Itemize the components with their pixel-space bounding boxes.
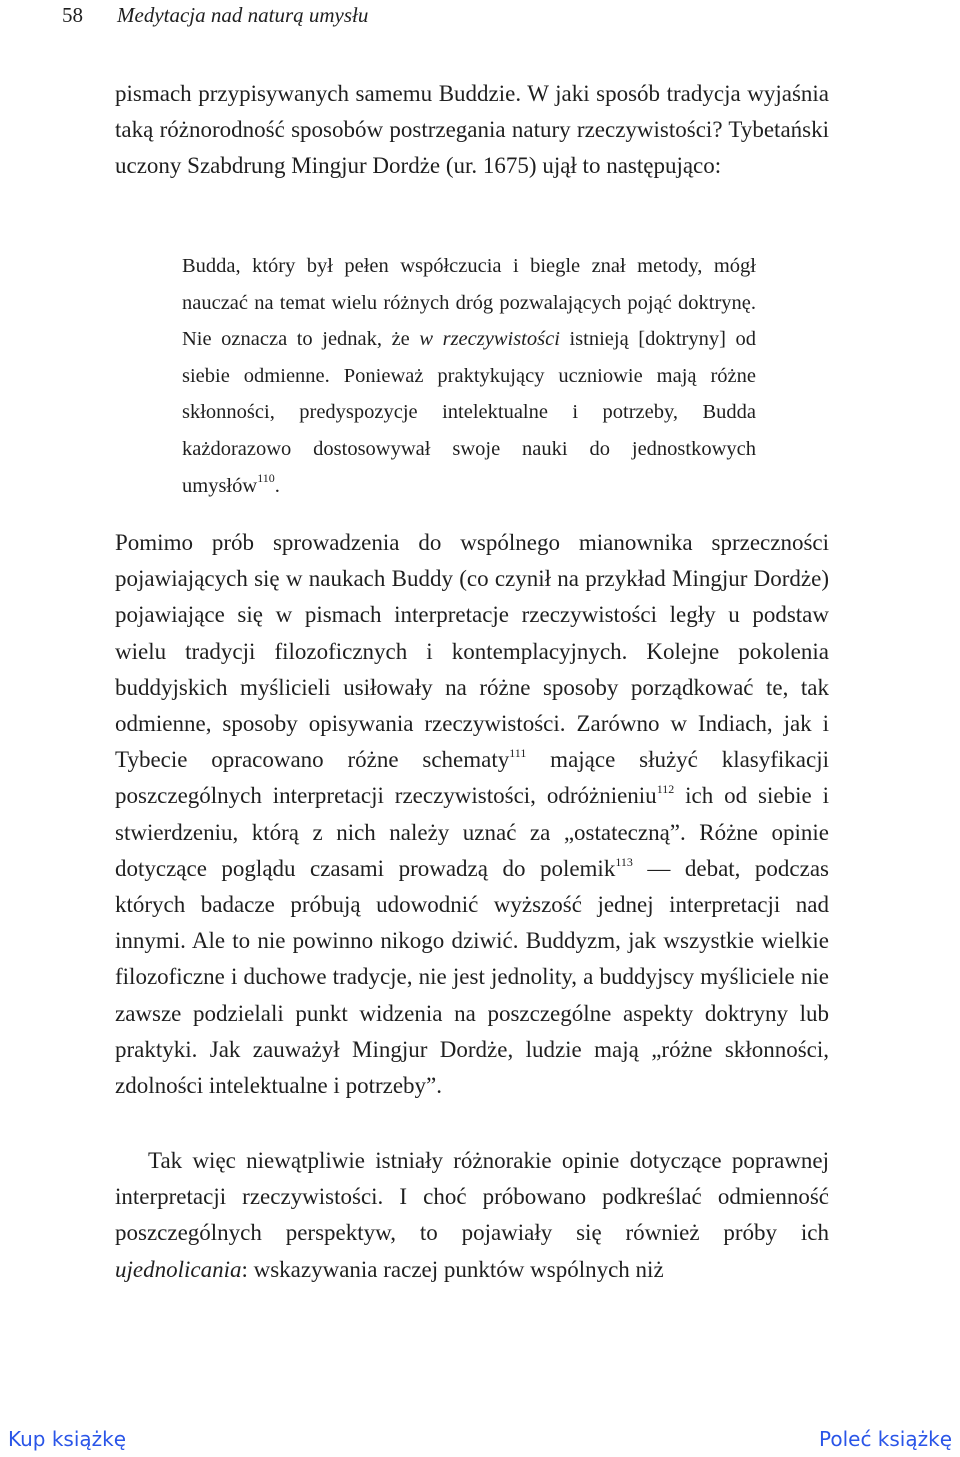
quote-italic: w rzeczywistości <box>419 328 560 351</box>
block-quote <box>182 248 756 504</box>
body-paragraph-1: pismach przypisywanych samemu Buddzie. W jaki sposób tradycja wyjaśnia taką różnorodność sposobów postrzegania natury rzeczywistości? Tybetański uczony Szabdrung Mingjur Dordże (ur. 1675) ujął to następująco: <box>115 81 829 179</box>
footnote-ref-110: 110 <box>257 470 275 485</box>
paragraph2-text-2: mające służyć klasyfikacji poszczególnych interpretacji rzeczywistości, odróżnieniu <box>115 747 829 809</box>
paragraph2-text-3: ich od siebie i stwierdzeniu, którą z nich należy uznać za „ostateczną”. Różne opinie dotyczące poglądu czasami prowadzą do polemik <box>115 783 829 881</box>
body-paragraph-3 <box>115 1143 829 1288</box>
quote-text-2: istnieją [doktryny] od siebie odmienne. Ponieważ praktykujący uczniowie mają różne skłonności, predyspozycje intelektualne i potrzeby, Budda każdorazowo dostosowywał swoje nauki do jednostkowych umysłów <box>182 328 756 497</box>
quote-text-end: . <box>274 474 280 497</box>
footnote-ref-113: 113 <box>615 854 633 869</box>
paragraph3-italic: ujednolicania <box>115 1256 242 1282</box>
paragraph2-text-1: Pomimo prób sprowadzenia do wspólnego mianownika sprzeczności pojawiających się w naukach Buddy (co czynił na przykład Mingjur Dordże) pojawiające się w pismach interpretacje rzeczywistości legły u podstaw wielu tradycji filozoficznych i kontemplacyjnych. Kolejne pokolenia buddyjskich myślicieli usiłowały na różne sposoby porządkować te, tak odmienne, sposoby opisywania rzeczywistości. Zarówno w Indiach, jak i Tybecie opracowano różne schematy <box>115 530 829 773</box>
page-number: 58 <box>62 3 83 27</box>
paragraph3-text-2: : wskazywania raczej punktów wspólnych niż <box>241 1256 664 1282</box>
buy-book-link[interactable]: Kup książkę <box>8 1427 127 1451</box>
footnote-ref-111: 111 <box>509 746 527 761</box>
paragraph3-text-1: Tak więc niewątpliwie istniały różnorakie opinie dotyczące poprawnej interpretacji rzeczywistości. I choć próbowano podkreślać odmienność poszczególnych perspektyw, to pojawiały się również próby ich <box>115 1148 829 1246</box>
running-head <box>62 0 368 30</box>
body-paragraph-2 <box>115 525 829 1104</box>
recommend-book-link[interactable]: Poleć książkę <box>819 1427 952 1451</box>
paragraph2-text-4: — debat, podczas których badacze próbują udowodnić wyższość jednej interpretacji nad innymi. Ale to nie powinno nikogo dziwić. Buddyzm, jak wszystkie wielkie filozoficzne i duchowe tradycje, nie jest jednolity, a buddyjscy myśliciele nie zawsze podzielali punkt widzenia na poszczególne aspekty doktryny lub praktyki. Jak zauważył Mingjur Dordże, ludzie mają „różne skłonności, zdolności intelektualne i potrzeby”. <box>115 855 829 1099</box>
footnote-ref-112: 112 <box>656 782 675 797</box>
quote-text-1: Budda, który był pełen współczucia i biegle znał metody, mógł nauczać na temat wielu różnych dróg pozwalających pojąć doktrynę. Nie oznacza to jednak, że <box>182 255 756 351</box>
book-title: Medytacja nad naturą umysłu <box>117 3 369 27</box>
